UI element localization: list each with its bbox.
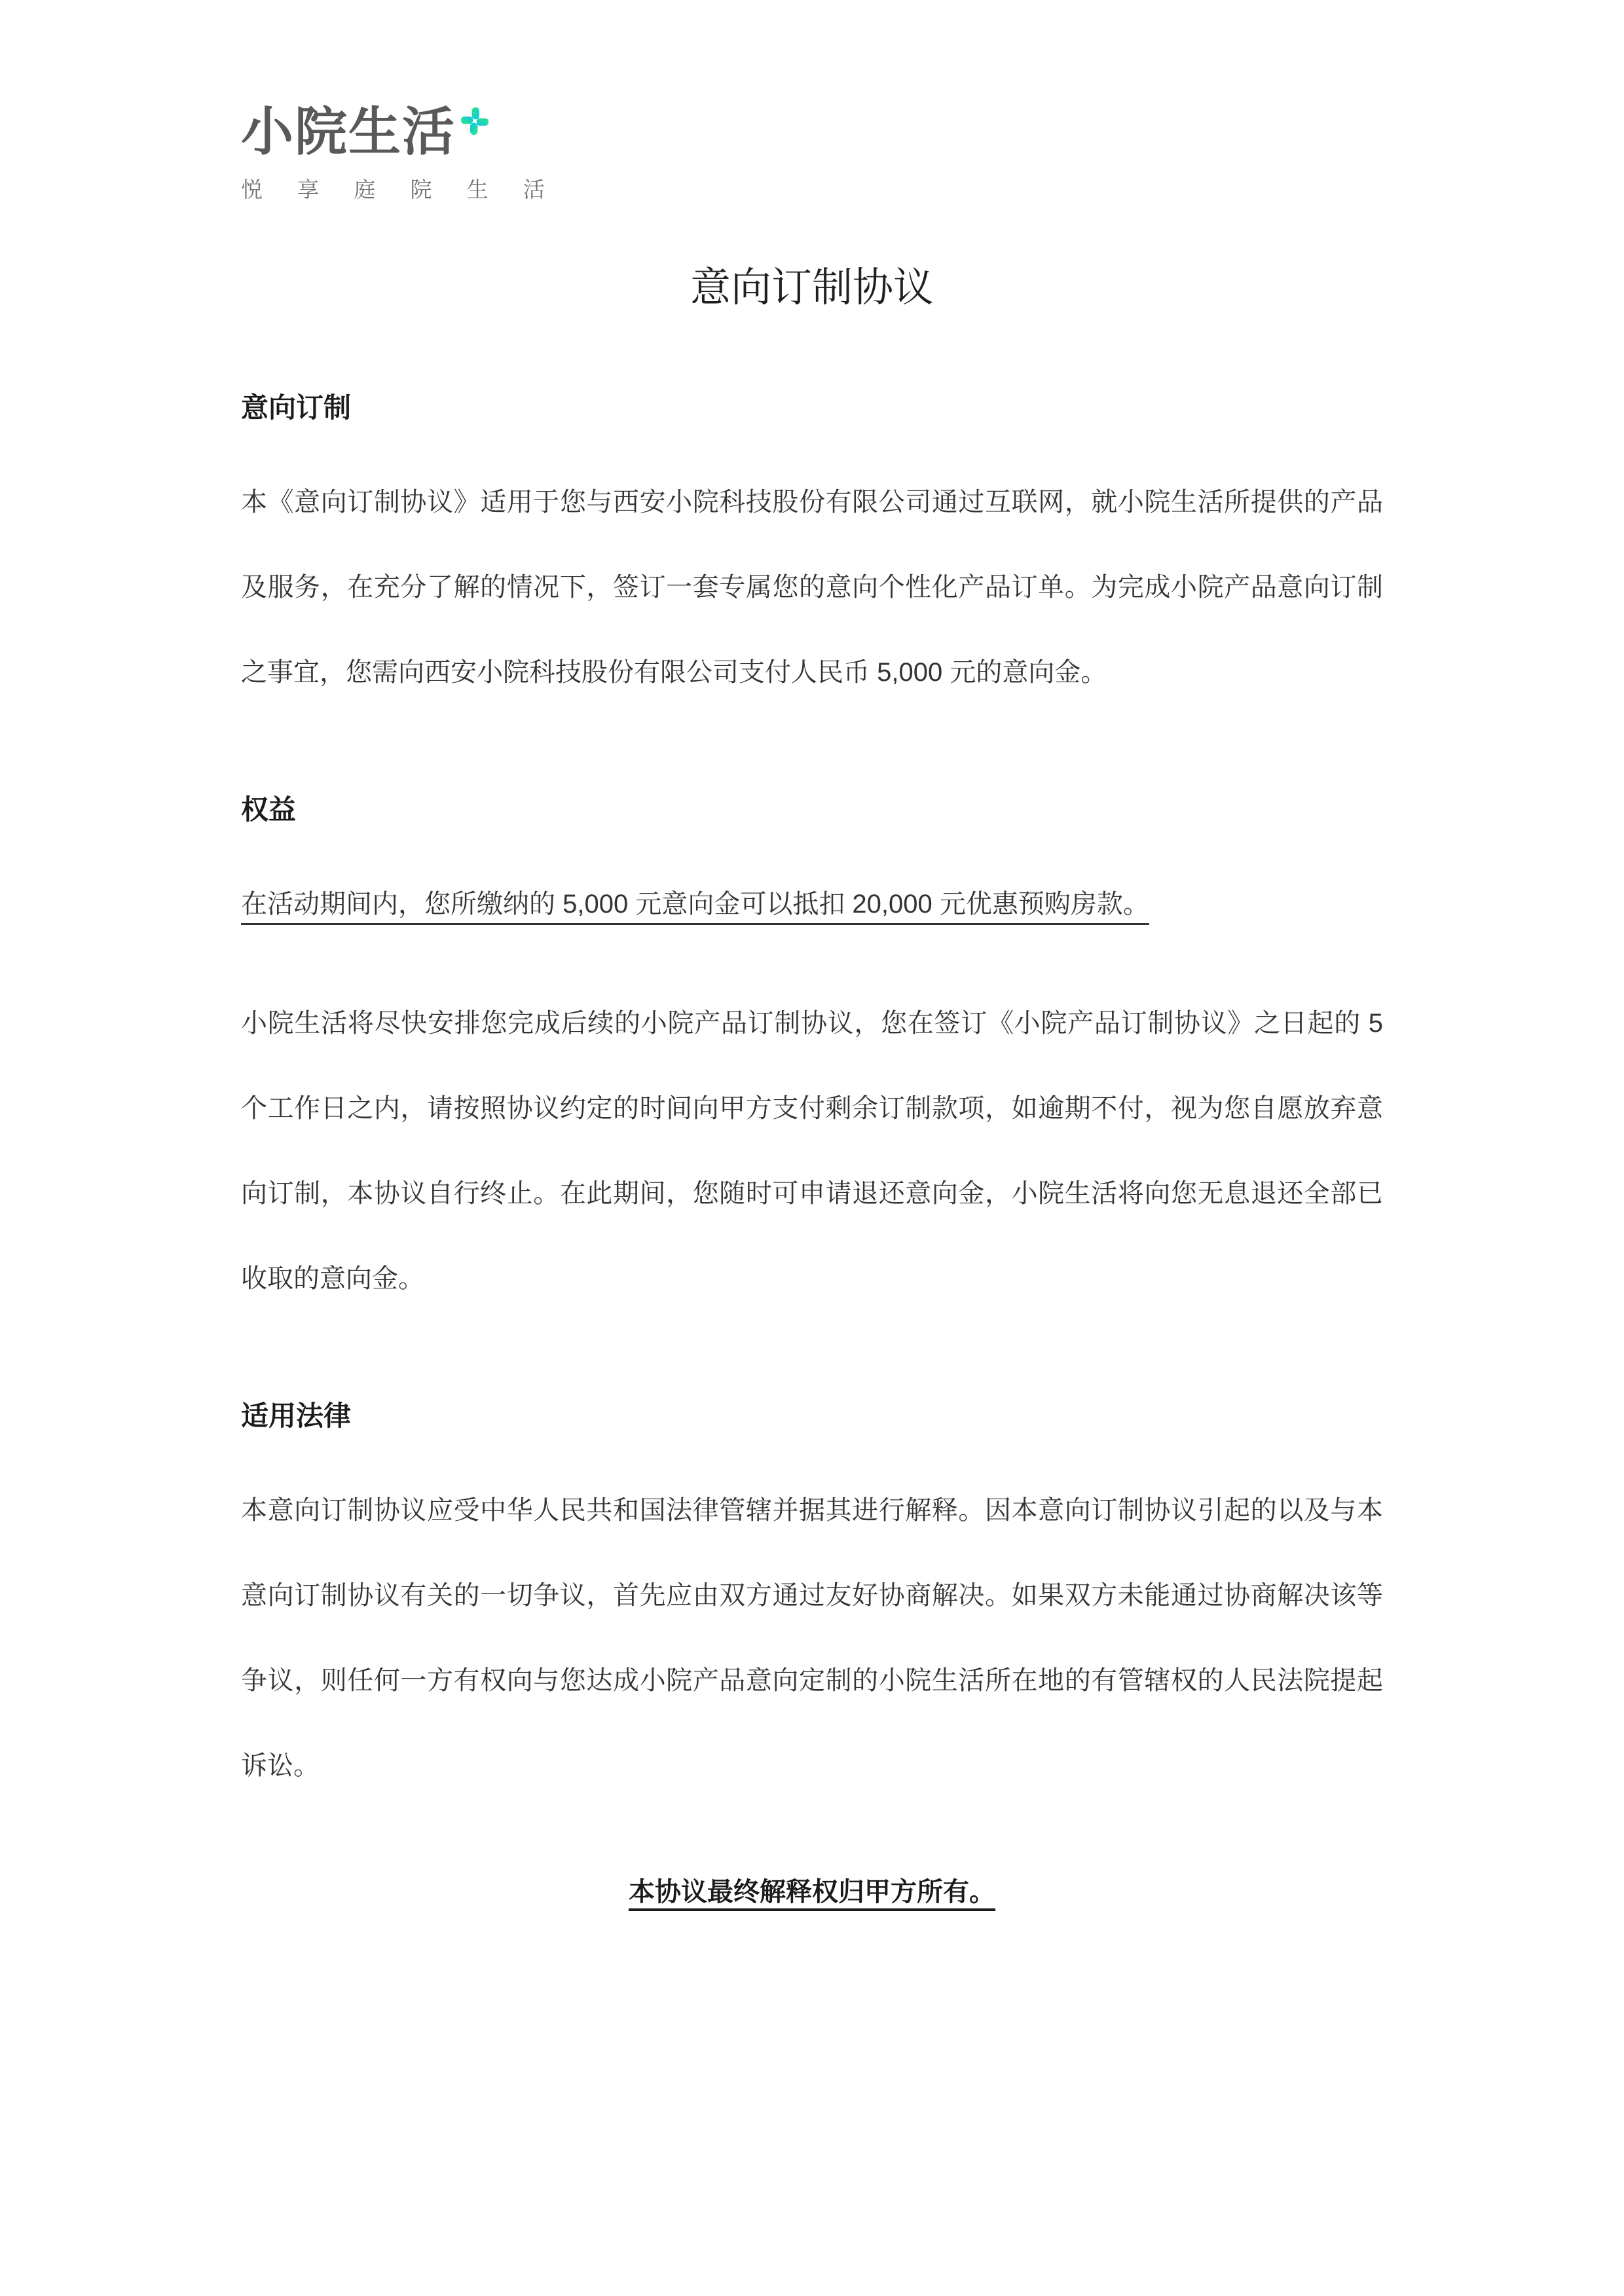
paragraph-law-body: 本意向订制协议应受中华人民共和国法律管辖并据其进行解释。因本意向订制协议引起的以及与本意向订制协议有关的一切争议，首先应由双方通过友好协商解决。如果双方未能通过协商解决该等争议，则任何一方有权向与您达成小院产品意向定制的小院生活所在地的有管辖权的人民法院提起诉讼。 [241,1496,1383,1780]
final-interpretation-text: 本协议最终解释权归甲方所有。 [629,1878,995,1906]
logo-tagline: 悦 享 庭 院 生 活 [241,177,559,202]
section-heading-benefits: 权益 [241,794,297,825]
final-interpretation-line [241,1871,1383,1908]
page-title: 意向订制协议 [690,265,934,310]
brand-logo [241,0,1383,204]
paragraph-intent-body: 本《意向订制协议》适用于您与西安小院科技股份有限公司通过互联网，就小院生活所提供的产品及服务，在充分了解的情况下，签订一套专属您的意向个性化产品订单。为完成小院产品意向订制之事宜，您需向西安小院科技股份有限公司支付人民币 5,000 元的意向金。 [241,488,1383,687]
paragraph-benefits-deduction: 在活动期间内，您所缴纳的 5,000 元意向金可以抵扣 20,000 元优惠预购房款。 [241,890,1149,919]
logo-text: 小院生活 [241,103,456,161]
section-heading-law: 适用法律 [241,1400,352,1431]
pinwheel-icon [461,107,489,135]
logo-row [241,103,1383,161]
section-heading-intent: 意向订制 [241,392,352,423]
paragraph-benefits-refund: 小院生活将尽快安排您完成后续的小院产品订制协议，您在签订《小院产品订制协议》之日起的 5 个工作日之内，请按照协议约定的时间向甲方支付剩余订制款项，如逾期不付，视为您自愿放弃意向订制，本协议自行终止。在此期间，您随时可申请退还意向金，小院生活将向您无息退还全部已收取的意向金。 [241,1009,1383,1293]
